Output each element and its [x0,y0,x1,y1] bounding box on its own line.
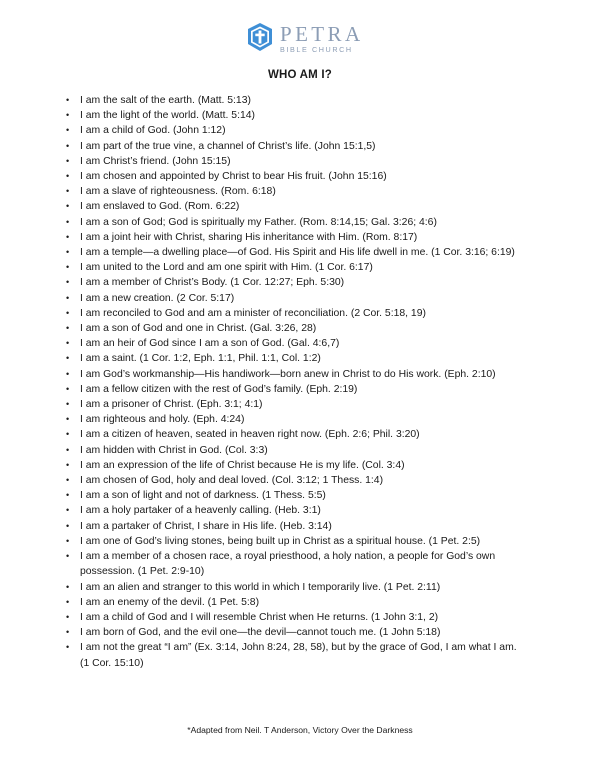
bullet-icon: • [66,581,70,592]
list-item [66,230,526,245]
list-item-text: I am a temple—a dwelling place—of God. His Spirit and His life dwell in me. (1 Cor. 3:16; 6:19) [80,247,515,259]
list-item [66,625,526,640]
bullet-icon: • [66,459,70,470]
bullet-icon: • [66,535,70,546]
list-item-text: I am a prisoner of Christ. (Eph. 3:1; 4:1) [80,399,263,411]
bullet-icon: • [66,323,70,334]
list-item [66,306,526,321]
list-item [66,169,526,184]
list-item [66,199,526,214]
list-item [66,275,526,290]
list-item [66,534,526,549]
list-item-text: I am the light of the world. (Matt. 5:14) [80,110,255,122]
list-item-text: I am the salt of the earth. (Matt. 5:13) [80,95,251,106]
list-item-text: I am a son of God and one in Christ. (Gal. 3:26, 28) [80,323,317,335]
list-item-text: I am hidden with Christ in God. (Col. 3:3) [80,444,268,456]
list-item-text: I am God’s workmanship—His handiwork—born anew in Christ to do His work. (Eph. 2:10) [80,368,496,380]
footnote: *Adapted from Neil. T Anderson, Victory Over the Darkness [187,725,413,735]
bullet-icon: • [66,368,70,379]
bullet-icon: • [66,201,70,212]
bullet-icon: • [66,338,70,349]
page-title: WHO AM I? [268,69,332,81]
list-item [66,473,526,488]
list-item-text: I am a new creation. (2 Cor. 5:17) [80,292,235,304]
bullet-icon: • [66,399,70,410]
bullet-icon: • [66,353,70,364]
bullet-icon: • [66,505,70,516]
bullet-icon: • [66,475,70,486]
list-item-text: I am chosen and appointed by Christ to bear His fruit. (John 15:16) [80,171,387,183]
list-item [66,458,526,473]
list-item [66,367,526,382]
list-item-text: I am an enemy of the devil. (1 Pet. 5:8) [80,596,260,608]
list-item [66,503,526,518]
bullet-icon: • [66,216,70,227]
bullet-icon: • [66,277,70,288]
list-item-text: I am a member of a chosen race, a royal priesthood, a holy nation, a people for God’s own possession. (1 Pet. 2:9-10) [80,551,496,578]
list-item-text: I am chosen of God, holy and deal loved. (Col. 3:12; 1 Thess. 1:4) [80,475,384,487]
list-item [66,610,526,625]
list-item [66,519,526,534]
list-item-text: I am one of God’s living stones, being built up in Christ as a spiritual house. (1 Pet. 2:5) [80,535,481,547]
list-item [66,245,526,260]
list-item-text: I am a child of God and I will resemble Christ when He returns. (1 John 3:1, 2) [80,611,439,623]
list-item [66,93,526,108]
list-item [66,640,526,670]
bullet-icon: • [66,520,70,531]
list-item-text: I am a fellow citizen with the rest of God’s family. (Eph. 2:19) [80,383,358,395]
logo-wordmark [280,23,370,54]
list-item-text: I am a holy partaker of a heavenly calling. (Heb. 3:1) [80,505,321,517]
list-item [66,595,526,610]
church-logo [0,20,600,64]
list-item [66,154,526,169]
list-item-text: I am a joint heir with Christ, sharing His inheritance with Him. (Rom. 8:17) [80,231,418,243]
list-item-text: I am a child of God. (John 1:12) [80,125,226,137]
list-item-text: I am enslaved to God. (Rom. 6:22) [80,201,240,213]
logo-name: PETRA [280,22,364,46]
list-item-text: I am united to the Lord and am one spirit with Him. (1 Cor. 6:17) [80,262,373,274]
bullet-icon: • [66,155,70,166]
list-item [66,412,526,427]
list-item [66,443,526,458]
list-item-text: I am a partaker of Christ, I share in His life. (Heb. 3:14) [80,520,332,532]
bullet-icon: • [66,247,70,258]
list-item-text: I am not the great “I am” (Ex. 3:14, John 8:24, 28, 58), but by the grace of God, I am what I am. (1 Cor. 15:10) [80,642,517,669]
cross-shield-icon [247,22,273,52]
list-item-text: I am a member of Christ’s Body. (1 Cor. 12:27; Eph. 5:30) [80,277,345,289]
list-item [66,139,526,154]
list-item-text: I am born of God, and the evil one—the devil—cannot touch me. (1 John 5:18) [80,627,441,639]
list-item [66,488,526,503]
bullet-icon: • [66,95,70,105]
bullet-icon: • [66,262,70,273]
list-item-text: I am Christ’s friend. (John 15:15) [80,155,231,167]
list-item [66,382,526,397]
list-item [66,108,526,123]
list-item-text: I am a son of God; God is spiritually my Father. (Rom. 8:14,15; Gal. 3:26; 4:6) [80,216,437,228]
bullet-icon: • [66,231,70,242]
bullet-icon: • [66,140,70,151]
list-item [66,215,526,230]
list-item-text: I am a slave of righteousness. (Rom. 6:18) [80,186,276,198]
list-item-text: I am a saint. (1 Cor. 1:2, Eph. 1:1, Phil. 1:1, Col. 1:2) [80,353,321,365]
list-item [66,397,526,412]
bullet-icon: • [66,383,70,394]
list-item [66,291,526,306]
bullet-icon: • [66,429,70,440]
bullet-icon: • [66,611,70,622]
list-item-text: I am an alien and stranger to this world in which I temporarily live. (1 Pet. 2:11) [80,581,441,593]
list-item [66,123,526,138]
list-item-text: I am part of the true vine, a channel of Christ’s life. (John 15:1,5) [80,140,376,152]
bullet-icon: • [66,414,70,425]
list-item [66,184,526,199]
bullet-icon: • [66,292,70,303]
list-item-text: I am a son of light and not of darkness. (1 Thess. 5:5) [80,490,326,502]
bullet-icon: • [66,186,70,197]
list-item [66,260,526,275]
bullet-icon: • [66,490,70,501]
list-item-text: I am an heir of God since I am a son of God. (Gal. 4:6,7) [80,338,340,350]
list-item [66,580,526,595]
list-item [66,336,526,351]
bullet-icon: • [66,307,70,318]
bullet-icon: • [66,171,70,182]
bullet-icon: • [66,110,70,121]
list-item-text: I am a citizen of heaven, seated in heaven right now. (Eph. 2:6; Phil. 3:20) [80,429,420,441]
bullet-icon: • [66,125,70,136]
bullet-icon: • [66,627,70,638]
logo-subtitle: BIBLE CHURCH [280,45,353,54]
bullet-icon: • [66,444,70,455]
bullet-icon: • [66,642,70,653]
identity-list [66,93,526,671]
list-item [66,351,526,366]
bullet-icon: • [66,551,70,562]
list-item-text: I am righteous and holy. (Eph. 4:24) [80,414,245,426]
list-item [66,321,526,336]
bullet-icon: • [66,596,70,607]
list-item [66,427,526,442]
list-item [66,549,526,579]
list-item-text: I am an expression of the life of Christ because He is my life. (Col. 3:4) [80,459,405,471]
list-item-text: I am reconciled to God and am a minister of reconciliation. (2 Cor. 5:18, 19) [80,307,426,319]
